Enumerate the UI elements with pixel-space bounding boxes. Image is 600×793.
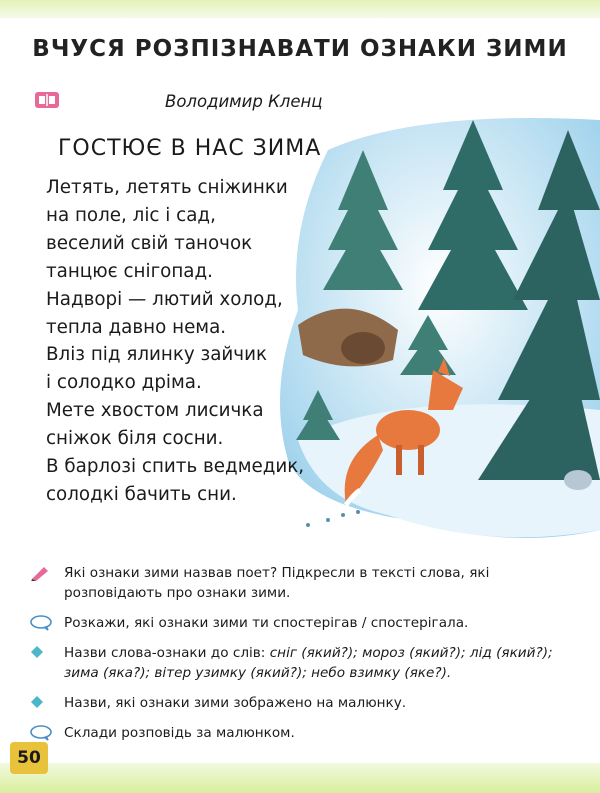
task-3-lead: Назви слова-ознаки до слів:	[64, 645, 270, 661]
poem-line: танцює снігопад.	[46, 260, 213, 282]
poem-line: солодкі бачить сни.	[46, 483, 237, 505]
task-3	[30, 643, 580, 683]
task-2	[30, 613, 580, 633]
speech-bubble-icon	[30, 725, 52, 741]
poem-line: веселий свій таночок	[46, 232, 253, 254]
poem-line: В барлозі спить ведмедик,	[46, 456, 305, 478]
task-3-items: сніг (який?); мороз (який?); лід (який?); зима (яка?); вітер узимку (який?); небо взимку (яке?).	[64, 645, 553, 681]
poem-text	[46, 174, 304, 509]
bottom-decor-bar	[0, 763, 600, 793]
speech-bubble-icon	[30, 615, 52, 631]
bear	[341, 332, 385, 364]
poem-title: ГОСТЮЄ В НАС ЗИМА	[58, 136, 322, 161]
book-icon	[34, 90, 60, 110]
poem-line: Летять, летять сніжинки	[46, 177, 288, 198]
task-4	[30, 693, 580, 713]
task-5-text: Склади розповідь за малюнком.	[64, 725, 295, 741]
page-title: ВЧУСЯ РОЗПІЗНАВАТИ ОЗНАКИ ЗИМИ	[32, 36, 568, 62]
poem-line: тепла давно нема.	[46, 316, 227, 338]
author-name: Володимир Кленц	[165, 92, 323, 111]
poem-line: Мете хвостом лисичка	[46, 400, 264, 422]
poem-line: на поле, ліс і сад,	[46, 204, 216, 226]
task-1-text: Які ознаки зими назвав поет? Підкресли в тексті слова, які розповідають про ознаки зими.	[64, 565, 490, 601]
poem-line: Надворі — лютий холод,	[46, 288, 283, 310]
hare	[564, 470, 592, 490]
winter-forest-illustration	[268, 110, 600, 550]
top-decor-bar	[0, 0, 600, 18]
task-2-text: Розкажи, які ознаки зими ти спостерігав / спостерігала.	[64, 615, 469, 631]
task-list	[30, 563, 580, 753]
footprints	[306, 510, 360, 527]
pencil-icon	[30, 565, 50, 581]
poem-line: сніжок біля сосни.	[46, 428, 224, 450]
bullet-icon	[30, 645, 44, 659]
poem-line: Вліз під ялинку зайчик	[46, 344, 268, 366]
poem-line: і солодко дріма.	[46, 372, 202, 394]
page-number: 50	[10, 742, 48, 774]
task-5	[30, 723, 580, 743]
task-1	[30, 563, 580, 603]
task-4-text: Назви, які ознаки зими зображено на малюнку.	[64, 695, 407, 711]
bullet-icon	[30, 695, 44, 709]
